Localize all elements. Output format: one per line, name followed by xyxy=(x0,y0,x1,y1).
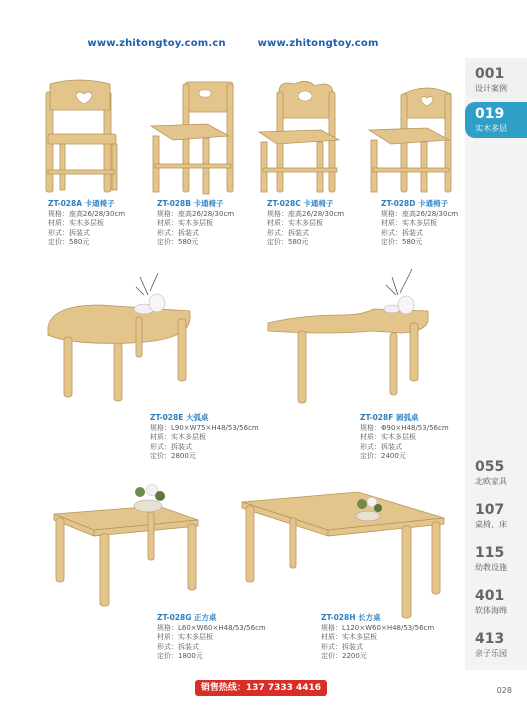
product-form: 形式：拆装式 xyxy=(48,228,90,237)
sidebar-item-number: 019 xyxy=(475,106,505,122)
product-zt-028e[interactable] xyxy=(150,413,259,462)
product-spec: 规格：座高26/28/30cm xyxy=(381,209,459,218)
product-form: 形式：拆装式 xyxy=(360,442,402,451)
product-material: 材质：实木多层板 xyxy=(157,219,213,227)
sidebar-item-number: 413 xyxy=(475,631,505,647)
sidebar-item-number: 055 xyxy=(475,459,505,475)
product-name: 长方桌 xyxy=(358,613,381,622)
sidebar-item-001[interactable] xyxy=(465,62,527,98)
product-material: 材质：实木多层板 xyxy=(48,219,104,227)
sidebar-item-107[interactable] xyxy=(465,498,527,534)
sidebar-item-label: 桌椅、床 xyxy=(475,520,507,529)
product-code: ZT-028F xyxy=(360,413,394,422)
sidebar-item-019[interactable] xyxy=(465,102,527,138)
product-code: ZT-028E xyxy=(150,413,184,422)
product-form: 形式：拆装式 xyxy=(381,228,423,237)
product-name: 卡通椅子 xyxy=(303,199,334,208)
page-number: 028 xyxy=(496,686,512,695)
sidebar-item-label: 北欧家具 xyxy=(475,477,507,486)
product-spec: 规格：L90×W75×H48/53/56cm xyxy=(150,423,259,432)
product-code: ZT-028A xyxy=(48,199,83,208)
sidebar-background xyxy=(465,58,527,670)
product-spec: 规格：Φ90×H48/53/56cm xyxy=(360,423,449,432)
sidebar-item-number: 401 xyxy=(475,588,505,604)
product-material: 材质：实木多层板 xyxy=(150,433,206,441)
product-zt-028d[interactable] xyxy=(381,199,458,248)
product-zt-028a[interactable] xyxy=(48,199,125,248)
product-name: 正方桌 xyxy=(194,613,217,622)
product-zt-028b[interactable] xyxy=(157,199,234,248)
square-table-g-image xyxy=(48,478,208,610)
rect-table-h-image xyxy=(238,488,448,620)
product-spec: 规格：座高26/28/30cm xyxy=(48,209,126,218)
sidebar-item-label: 亲子乐园 xyxy=(475,649,507,658)
product-name: 圆弧桌 xyxy=(395,413,419,422)
sidebar-item-label: 实木多层 xyxy=(475,124,507,133)
chair-d-image xyxy=(365,84,455,196)
sidebar-item-label: 设计案例 xyxy=(475,84,507,93)
sidebar-item-label: 软体海绵 xyxy=(475,606,507,615)
sidebar-item-401[interactable] xyxy=(465,584,527,620)
product-form: 形式：拆装式 xyxy=(157,228,199,237)
product-zt-028f[interactable] xyxy=(360,413,449,462)
chair-a-image xyxy=(38,78,128,196)
product-price: 定价：580元 xyxy=(157,238,199,246)
sales-hotline[interactable]: 销售热线：137 7333 4416 xyxy=(195,680,327,696)
product-material: 材质：实木多层板 xyxy=(360,433,416,441)
sidebar-item-number: 001 xyxy=(475,66,505,82)
product-form: 形式：拆装式 xyxy=(321,642,363,651)
product-code: ZT-028C xyxy=(267,199,301,208)
product-price: 定价：580元 xyxy=(267,238,309,246)
product-zt-028h[interactable] xyxy=(321,613,434,662)
product-price: 定价：2200元 xyxy=(321,652,367,660)
sidebar-item-115[interactable] xyxy=(465,541,527,577)
product-material: 材质：实木多层板 xyxy=(321,633,377,641)
product-price: 定价：1800元 xyxy=(157,652,203,660)
chair-c-image xyxy=(255,78,345,196)
product-material: 材质：实木多层板 xyxy=(381,219,437,227)
product-code: ZT-028H xyxy=(321,613,356,622)
arc-table-e-image xyxy=(40,265,200,405)
product-form: 形式：拆装式 xyxy=(267,228,309,237)
product-name: 卡通椅子 xyxy=(418,199,449,208)
product-name: 大弧桌 xyxy=(185,413,209,422)
product-price: 定价：580元 xyxy=(381,238,423,246)
product-spec: 规格：L120×W60×H48/53/56cm xyxy=(321,623,435,632)
product-price: 定价：580元 xyxy=(48,238,90,246)
product-name: 卡通椅子 xyxy=(193,199,224,208)
product-price: 定价：2800元 xyxy=(150,452,196,460)
product-price: 定价：2400元 xyxy=(360,452,406,460)
round-table-f-image xyxy=(262,265,432,405)
product-code: ZT-028G xyxy=(157,613,192,622)
product-material: 材质：实木多层板 xyxy=(157,633,213,641)
chair-b-image xyxy=(147,78,239,196)
sidebar-item-label: 幼教设施 xyxy=(475,563,507,572)
product-spec: 规格：座高26/28/30cm xyxy=(267,209,345,218)
url-left[interactable]: www.zhitongtoy.com.cn xyxy=(87,38,226,49)
product-form: 形式：拆装式 xyxy=(157,642,199,651)
sidebar-item-number: 107 xyxy=(475,502,505,518)
sidebar-item-413[interactable] xyxy=(465,627,527,663)
sidebar-item-055[interactable] xyxy=(465,455,527,491)
product-code: ZT-028B xyxy=(157,199,191,208)
product-form: 形式：拆装式 xyxy=(150,442,192,451)
product-spec: 规格：L60×W60×H48/53/56cm xyxy=(157,623,266,632)
product-material: 材质：实木多层板 xyxy=(267,219,323,227)
product-code: ZT-028D xyxy=(381,199,416,208)
product-zt-028g[interactable] xyxy=(157,613,266,662)
product-name: 卡通椅子 xyxy=(84,199,115,208)
product-spec: 规格：座高26/28/30cm xyxy=(157,209,235,218)
product-zt-028c[interactable] xyxy=(267,199,344,248)
website-urls xyxy=(0,38,466,49)
url-right[interactable]: www.zhitongtoy.com xyxy=(257,38,379,49)
sidebar-item-number: 115 xyxy=(475,545,505,561)
